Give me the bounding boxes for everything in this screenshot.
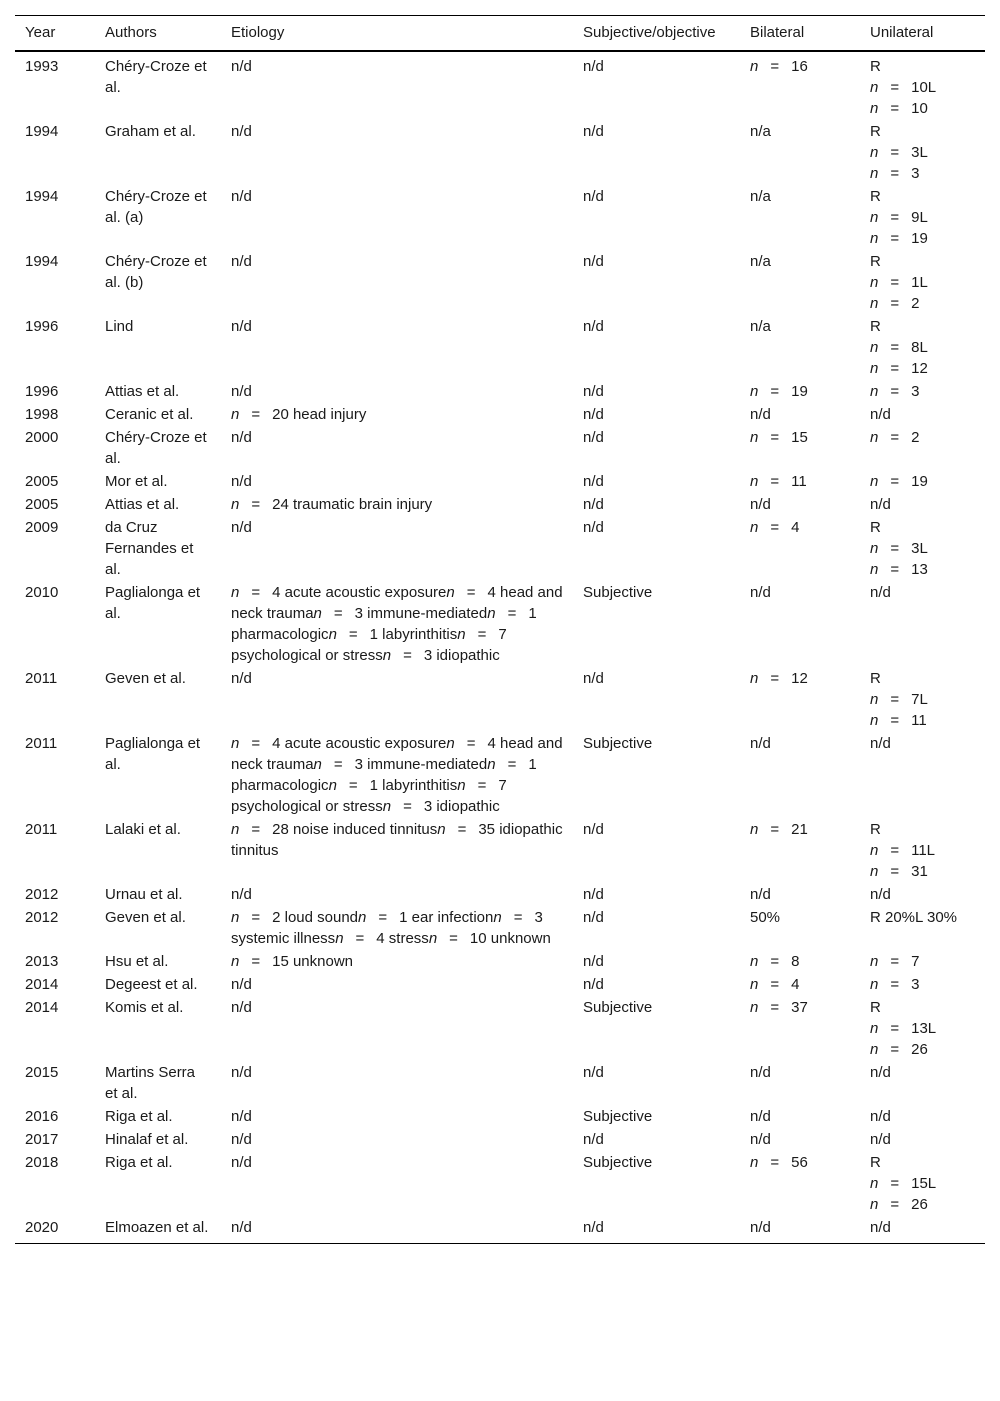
cell-bilateral (740, 1105, 860, 1128)
cell-etiology (221, 581, 573, 667)
cell-bilateral (740, 380, 860, 403)
cell-unilateral (860, 493, 985, 516)
cell-unilateral-entry: n = 3L (870, 144, 928, 161)
cell-etiology (221, 403, 573, 426)
cell-etiology-entry: n/d (231, 1064, 252, 1081)
cell-subjective-objective: n/d (583, 1064, 604, 1081)
cell-etiology-entry: n/d (231, 519, 252, 536)
cell-authors: Chéry-Croze et al. (105, 429, 207, 467)
cell-authors: Graham et al. (105, 123, 196, 140)
table-row (15, 493, 985, 516)
cell-bilateral (740, 470, 860, 493)
cell-etiology-entry: n = 7 psychological or stress (231, 777, 507, 815)
cell-etiology (221, 1061, 573, 1105)
cell-bilateral (740, 950, 860, 973)
cell-bilateral (740, 667, 860, 732)
cell-authors: Geven et al. (105, 670, 186, 687)
cell-unilateral-entry: n = 12 (870, 360, 928, 377)
cell-subjective-objective: n/d (583, 58, 604, 75)
cell-etiology-entry: n = 10 unknown (428, 930, 551, 947)
cell-subjective-objective: n/d (583, 429, 604, 446)
cell-subjective-objective: n/d (583, 886, 604, 903)
cell-bilateral (740, 185, 860, 250)
studies-table (15, 15, 985, 1244)
cell-etiology-entry: n/d (231, 1131, 252, 1148)
cell-authors: Chéry-Croze et al. (b) (105, 253, 207, 291)
cell-unilateral-entry: n = 31 (870, 863, 928, 880)
cell-authors: Chéry-Croze et al. (105, 58, 207, 96)
cell-unilateral-entry: n = 9L (870, 209, 928, 226)
cell-year: 2017 (25, 1131, 59, 1148)
cell-bilateral (740, 51, 860, 120)
cell-unilateral (860, 185, 985, 250)
cell-subjective-objective: n/d (583, 1219, 604, 1236)
cell-year: 2013 (25, 953, 59, 970)
cell-subjective-objective: n/d (583, 976, 604, 993)
cell-unilateral (860, 403, 985, 426)
cell-unilateral-entry: R (870, 519, 881, 536)
cell-bilateral (740, 1128, 860, 1151)
table-header (15, 16, 985, 52)
cell-bilateral (740, 1216, 860, 1244)
cell-authors: Riga et al. (105, 1154, 173, 1171)
cell-subjective-objective: n/d (583, 473, 604, 490)
cell-unilateral-entry: n = 7 (870, 953, 920, 970)
cell-year: 1993 (25, 58, 59, 75)
cell-authors: Geven et al. (105, 909, 186, 926)
cell-etiology (221, 818, 573, 883)
cell-authors: Hinalaf et al. (105, 1131, 189, 1148)
cell-unilateral (860, 120, 985, 185)
cell-unilateral-entry: n = 2 (870, 429, 920, 446)
cell-year: 2005 (25, 473, 59, 490)
cell-unilateral-entry: n/d (870, 1219, 891, 1236)
cell-unilateral-entry: n = 19 (870, 230, 928, 247)
cell-unilateral-entry: R 20%L 30% (870, 909, 957, 926)
cell-etiology (221, 185, 573, 250)
cell-subjective-objective: n/d (583, 670, 604, 687)
cell-unilateral-entry: n = 3 (870, 976, 920, 993)
cell-unilateral (860, 426, 985, 470)
table-row (15, 1128, 985, 1151)
cell-unilateral (860, 250, 985, 315)
cell-etiology-entry: n/d (231, 429, 252, 446)
cell-etiology-entry: n/d (231, 670, 252, 687)
cell-authors: Lalaki et al. (105, 821, 181, 838)
table-row (15, 1216, 985, 1244)
cell-etiology-entry: n = 1 labyrinthitis (328, 777, 458, 794)
cell-bilateral (740, 996, 860, 1061)
cell-etiology (221, 51, 573, 120)
cell-year: 2009 (25, 519, 59, 536)
cell-unilateral-entry: R (870, 253, 881, 270)
cell-year: 2011 (25, 821, 58, 838)
cell-etiology (221, 883, 573, 906)
cell-unilateral (860, 950, 985, 973)
cell-authors: Riga et al. (105, 1108, 173, 1125)
cell-unilateral-entry: n = 3L (870, 540, 928, 557)
cell-year: 2005 (25, 496, 59, 513)
header-row (15, 16, 985, 52)
cell-subjective-objective: n/d (583, 953, 604, 970)
cell-subjective-objective: n/d (583, 253, 604, 270)
cell-authors: Hsu et al. (105, 953, 169, 970)
cell-bilateral-entry: n/d (750, 496, 771, 513)
cell-etiology-entry: n/d (231, 188, 252, 205)
table-row (15, 667, 985, 732)
header-authors: Authors (105, 24, 157, 41)
cell-subjective-objective: n/d (583, 188, 604, 205)
cell-unilateral-entry: n = 26 (870, 1041, 928, 1058)
table-row (15, 120, 985, 185)
cell-etiology (221, 906, 573, 950)
cell-unilateral-entry: R (870, 670, 881, 687)
cell-bilateral (740, 120, 860, 185)
table-row (15, 426, 985, 470)
table-row (15, 51, 985, 120)
cell-year: 1998 (25, 406, 59, 423)
cell-unilateral (860, 516, 985, 581)
cell-unilateral-entry: n = 19 (870, 473, 928, 490)
table-row (15, 973, 985, 996)
cell-etiology-entry: n = 24 traumatic brain injury (231, 496, 433, 513)
cell-unilateral-entry: n = 2 (870, 295, 920, 312)
cell-year: 2011 (25, 670, 58, 687)
cell-authors: da Cruz Fernandes et al. (105, 519, 194, 578)
cell-unilateral-entry: n = 7L (870, 691, 928, 708)
cell-bilateral (740, 1061, 860, 1105)
cell-bilateral-entry: n = 15 (750, 429, 808, 446)
cell-year: 2012 (25, 886, 59, 903)
cell-etiology-entry: n = 3 systemic illness (231, 909, 543, 947)
cell-authors: Chéry-Croze et al. (a) (105, 188, 207, 226)
cell-bilateral-entry: n = 19 (750, 383, 808, 400)
table-row (15, 1151, 985, 1216)
cell-year: 2015 (25, 1064, 59, 1081)
cell-etiology (221, 973, 573, 996)
cell-unilateral-entry: n/d (870, 886, 891, 903)
cell-etiology-entry: n = 4 acute acoustic exposure (231, 735, 447, 752)
cell-etiology-entry: n/d (231, 383, 252, 400)
cell-subjective-objective: Subjective (583, 1108, 653, 1125)
cell-bilateral-entry: n = 8 (750, 953, 800, 970)
cell-unilateral-entry: n = 8L (870, 339, 928, 356)
cell-authors: Paglialonga et al. (105, 584, 201, 622)
cell-authors: Elmoazen et al. (105, 1219, 209, 1236)
cell-subjective-objective: n/d (583, 1131, 604, 1148)
cell-unilateral (860, 883, 985, 906)
cell-etiology (221, 516, 573, 581)
cell-etiology-entry: n = 3 immune-mediated (313, 605, 488, 622)
cell-etiology-entry: n = 1 ear infection (358, 909, 494, 926)
cell-year: 1994 (25, 188, 59, 205)
cell-year: 2012 (25, 909, 59, 926)
cell-etiology (221, 732, 573, 818)
cell-year: 1994 (25, 253, 59, 270)
cell-bilateral-entry: n/d (750, 584, 771, 601)
cell-etiology-entry: n/d (231, 318, 252, 335)
cell-bilateral-entry: n/d (750, 406, 771, 423)
cell-subjective-objective: n/d (583, 909, 604, 926)
cell-authors: Urnau et al. (105, 886, 183, 903)
cell-unilateral-entry: n = 15L (870, 1175, 937, 1192)
cell-year: 2010 (25, 584, 59, 601)
cell-etiology-entry: n = 15 unknown (231, 953, 354, 970)
cell-unilateral (860, 51, 985, 120)
cell-subjective-objective: n/d (583, 123, 604, 140)
table-row (15, 315, 985, 380)
cell-unilateral-entry: n = 1L (870, 274, 928, 291)
cell-year: 2018 (25, 1154, 59, 1171)
cell-bilateral-entry: n = 21 (750, 821, 808, 838)
cell-etiology-entry: n/d (231, 473, 252, 490)
cell-year: 2011 (25, 735, 58, 752)
cell-unilateral (860, 906, 985, 950)
cell-etiology (221, 315, 573, 380)
cell-etiology-entry: n = 1 pharmacologic (231, 756, 537, 794)
header-bilateral: Bilateral (750, 24, 805, 41)
cell-authors: Mor et al. (105, 473, 168, 490)
cell-unilateral-entry: n/d (870, 584, 891, 601)
cell-year: 2020 (25, 1219, 59, 1236)
cell-bilateral (740, 516, 860, 581)
cell-bilateral-entry: n = 12 (750, 670, 808, 687)
cell-bilateral (740, 906, 860, 950)
cell-bilateral-entry: n = 56 (750, 1154, 808, 1171)
cell-year: 1996 (25, 318, 59, 335)
cell-etiology (221, 1151, 573, 1216)
cell-year: 1994 (25, 123, 59, 140)
table-row (15, 1061, 985, 1105)
cell-year: 1996 (25, 383, 59, 400)
cell-etiology-entry: n/d (231, 1154, 252, 1171)
cell-etiology-entry: n = 20 head injury (231, 406, 367, 423)
cell-bilateral (740, 426, 860, 470)
cell-unilateral (860, 1105, 985, 1128)
cell-subjective-objective: Subjective (583, 999, 653, 1016)
cell-bilateral-entry: n/a (750, 318, 771, 335)
cell-etiology (221, 1105, 573, 1128)
cell-bilateral-entry: 50% (750, 909, 781, 926)
cell-etiology (221, 1216, 573, 1244)
cell-unilateral (860, 581, 985, 667)
cell-etiology-entry: n = 2 loud sound (231, 909, 359, 926)
cell-bilateral-entry: n/d (750, 1131, 771, 1148)
cell-unilateral (860, 1061, 985, 1105)
cell-authors: Martins Serra et al. (105, 1064, 196, 1102)
table-row (15, 883, 985, 906)
cell-etiology-entry: n = 3 idiopathic (382, 798, 500, 815)
header-unilateral: Unilateral (870, 24, 934, 41)
cell-unilateral-entry: n/d (870, 735, 891, 752)
cell-bilateral (740, 250, 860, 315)
cell-etiology-entry: n/d (231, 1108, 252, 1125)
table-row (15, 732, 985, 818)
cell-bilateral (740, 883, 860, 906)
cell-etiology-entry: n/d (231, 999, 252, 1016)
table-row (15, 516, 985, 581)
cell-bilateral (740, 581, 860, 667)
cell-bilateral (740, 973, 860, 996)
cell-etiology-entry: n = 3 idiopathic (382, 647, 500, 664)
cell-subjective-objective: n/d (583, 406, 604, 423)
cell-authors: Ceranic et al. (105, 406, 194, 423)
cell-bilateral (740, 818, 860, 883)
cell-unilateral-entry: n/d (870, 406, 891, 423)
cell-unilateral-entry: n = 10L (870, 79, 937, 96)
table-row (15, 996, 985, 1061)
cell-bilateral (740, 493, 860, 516)
cell-year: 2000 (25, 429, 59, 446)
cell-year: 2016 (25, 1108, 59, 1125)
cell-unilateral-entry: n = 26 (870, 1196, 928, 1213)
cell-etiology-entry: n/d (231, 58, 252, 75)
cell-subjective-objective: n/d (583, 496, 604, 513)
table-body (15, 51, 985, 1244)
cell-etiology-entry: n = 1 labyrinthitis (328, 626, 458, 643)
cell-etiology-entry: n/d (231, 976, 252, 993)
cell-etiology-entry: n = 28 noise induced tinnitus (231, 821, 438, 838)
table-row (15, 470, 985, 493)
cell-etiology (221, 950, 573, 973)
table-row (15, 581, 985, 667)
cell-etiology-entry: n = 3 immune-mediated (313, 756, 488, 773)
cell-etiology (221, 667, 573, 732)
cell-bilateral (740, 403, 860, 426)
cell-bilateral-entry: n/d (750, 1064, 771, 1081)
cell-etiology-entry: n/d (231, 886, 252, 903)
cell-etiology-entry: n/d (231, 1219, 252, 1236)
cell-unilateral (860, 996, 985, 1061)
cell-etiology-entry: n = 35 idiopathic tinnitus (231, 821, 563, 859)
table-row (15, 1105, 985, 1128)
cell-unilateral-entry: n = 11 (870, 712, 927, 729)
cell-unilateral-entry: n = 13 (870, 561, 928, 578)
header-etiology: Etiology (231, 24, 285, 41)
table-container (15, 15, 985, 1244)
cell-bilateral-entry: n = 37 (750, 999, 808, 1016)
cell-etiology-entry: n/d (231, 123, 252, 140)
cell-etiology (221, 120, 573, 185)
cell-etiology (221, 250, 573, 315)
cell-subjective-objective: Subjective (583, 584, 653, 601)
cell-unilateral (860, 732, 985, 818)
cell-unilateral-entry: R (870, 821, 881, 838)
cell-etiology-entry: n = 4 head and neck trauma (231, 584, 563, 622)
cell-unilateral-entry: R (870, 318, 881, 335)
cell-unilateral-entry: n = 11L (870, 842, 936, 859)
cell-bilateral-entry: n/d (750, 1108, 771, 1125)
cell-bilateral-entry: n/a (750, 253, 771, 270)
cell-unilateral-entry: n = 3 (870, 165, 920, 182)
cell-subjective-objective: Subjective (583, 735, 653, 752)
cell-unilateral-entry: R (870, 1154, 881, 1171)
cell-authors: Paglialonga et al. (105, 735, 201, 773)
cell-etiology (221, 470, 573, 493)
cell-unilateral (860, 470, 985, 493)
cell-authors: Degeest et al. (105, 976, 198, 993)
cell-bilateral-entry: n = 4 (750, 976, 800, 993)
cell-unilateral (860, 973, 985, 996)
cell-etiology (221, 493, 573, 516)
cell-unilateral-entry: n = 13L (870, 1020, 937, 1037)
table-row (15, 906, 985, 950)
cell-subjective-objective: n/d (583, 821, 604, 838)
cell-unilateral (860, 1128, 985, 1151)
cell-bilateral (740, 732, 860, 818)
cell-etiology-entry: n = 7 psychological or stress (231, 626, 507, 664)
header-year: Year (25, 24, 56, 41)
cell-year: 2014 (25, 999, 59, 1016)
cell-authors: Lind (105, 318, 134, 335)
cell-unilateral-entry: n = 10 (870, 100, 928, 117)
table-row (15, 950, 985, 973)
cell-year: 2014 (25, 976, 59, 993)
cell-unilateral (860, 1216, 985, 1244)
cell-bilateral-entry: n/d (750, 1219, 771, 1236)
cell-subjective-objective: n/d (583, 318, 604, 335)
cell-subjective-objective: n/d (583, 383, 604, 400)
cell-etiology (221, 996, 573, 1061)
cell-etiology-entry: n = 4 head and neck trauma (231, 735, 563, 773)
cell-etiology-entry: n/d (231, 253, 252, 270)
cell-bilateral-entry: n/d (750, 886, 771, 903)
cell-etiology-entry: n = 1 pharmacologic (231, 605, 537, 643)
cell-unilateral-entry: R (870, 999, 881, 1016)
header-subjective-objective: Subjective/objective (583, 24, 716, 41)
cell-etiology-entry: n = 4 acute acoustic exposure (231, 584, 447, 601)
cell-bilateral-entry: n = 11 (750, 473, 807, 490)
cell-bilateral-entry: n/a (750, 123, 771, 140)
table-row (15, 818, 985, 883)
table-row (15, 380, 985, 403)
cell-bilateral-entry: n = 16 (750, 58, 808, 75)
cell-subjective-objective: n/d (583, 519, 604, 536)
table-row (15, 185, 985, 250)
cell-bilateral-entry: n = 4 (750, 519, 800, 536)
cell-bilateral (740, 315, 860, 380)
cell-unilateral (860, 818, 985, 883)
cell-authors: Attias et al. (105, 496, 180, 513)
cell-unilateral-entry: n/d (870, 1064, 891, 1081)
cell-etiology-entry: n = 4 stress (335, 930, 429, 947)
table-row (15, 403, 985, 426)
cell-bilateral-entry: n/d (750, 735, 771, 752)
cell-unilateral (860, 315, 985, 380)
table-row (15, 250, 985, 315)
cell-authors: Attias et al. (105, 383, 180, 400)
cell-unilateral-entry: n/d (870, 1108, 891, 1125)
cell-bilateral (740, 1151, 860, 1216)
cell-etiology (221, 426, 573, 470)
cell-unilateral (860, 1151, 985, 1216)
cell-unilateral-entry: R (870, 58, 881, 75)
cell-unilateral-entry: R (870, 188, 881, 205)
cell-unilateral-entry: n/d (870, 496, 891, 513)
cell-etiology (221, 380, 573, 403)
cell-bilateral-entry: n/a (750, 188, 771, 205)
cell-authors: Komis et al. (105, 999, 184, 1016)
cell-unilateral (860, 667, 985, 732)
cell-unilateral (860, 380, 985, 403)
cell-unilateral-entry: R (870, 123, 881, 140)
cell-unilateral-entry: n/d (870, 1131, 891, 1148)
cell-etiology (221, 1128, 573, 1151)
cell-unilateral-entry: n = 3 (870, 383, 920, 400)
cell-subjective-objective: Subjective (583, 1154, 653, 1171)
